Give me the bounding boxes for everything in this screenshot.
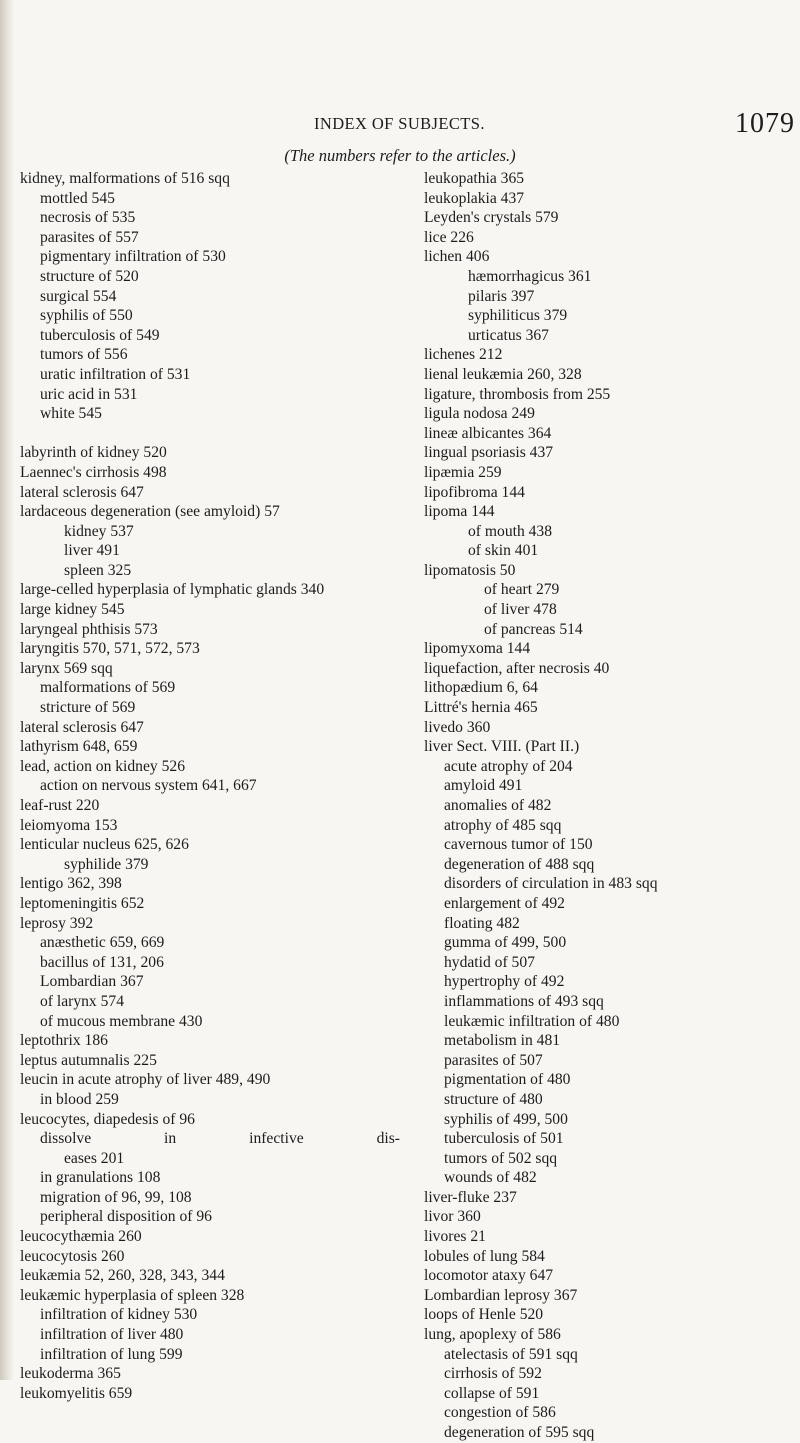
index-column-right [424, 169, 796, 1443]
index-entry: Littré's hernia 465 [424, 699, 538, 717]
index-subentry: structure of 480 [444, 1090, 543, 1108]
index-entry: leprosy 392 [20, 914, 94, 932]
index-subtitle: (The numbers refer to the articles.) [284, 146, 516, 165]
index-subentry: wounds of 482 [444, 1169, 537, 1187]
index-subentry: migration of 96, 99, 108 [40, 1188, 192, 1206]
index-subentry: parasites of 507 [444, 1051, 543, 1069]
index-subentry: leukæmic infiltration of 480 [444, 1012, 620, 1030]
index-entry: leptothrix 186 [20, 1032, 108, 1050]
index-subentry: peripheral disposition of 96 [40, 1208, 212, 1226]
index-subentry: of pancreas 514 [484, 620, 583, 638]
index-entry: liquefaction, after necrosis 40 [424, 659, 610, 677]
index-entry: livedo 360 [424, 718, 491, 736]
index-entry: leaf-rust 220 [20, 797, 100, 814]
index-subentry: syphilis of 499, 500 [444, 1110, 568, 1128]
index-entry: leukomyelitis 659 [20, 1384, 133, 1402]
index-entry: lichen 406 [424, 248, 490, 266]
section-gap [20, 424, 400, 444]
index-subentry: infiltration of kidney 530 [40, 1306, 198, 1324]
index-subentry: cirrhosis of 592 [444, 1365, 542, 1383]
index-entry: leukoderma 365 [20, 1365, 121, 1383]
index-subentry: mottled 545 [40, 189, 115, 207]
index-entry: leptomeningitis 652 [20, 894, 145, 912]
index-subentry: enlargement of 492 [444, 894, 565, 912]
index-subentry: pigmentation of 480 [444, 1071, 571, 1089]
index-subentry: collapse of 591 [444, 1384, 540, 1402]
index-subentry: urticatus 367 [468, 326, 549, 344]
index-subentry: cavernous tumor of 150 [444, 836, 593, 854]
index-entry: leucocythæmia 260 [20, 1228, 142, 1246]
index-subentry: infiltration of liver 480 [40, 1326, 184, 1344]
index-subentry: hæmorrhagicus 361 [468, 267, 592, 285]
index-subentry: of liver 478 [484, 601, 557, 619]
index-entry: liver Sect. VIII. (Part II.) [424, 738, 580, 756]
index-entry: leukæmic hyperplasia of spleen 328 [20, 1286, 245, 1304]
index-entry: laryngeal phthisis 573 [20, 620, 158, 638]
index-entry: lineæ albicantes 364 [424, 424, 552, 442]
index-entry: lipoma 144 [424, 503, 495, 521]
index-entry: lobules of lung 584 [424, 1247, 545, 1265]
page-number: 1079 [735, 108, 795, 139]
index-entry: Laennec's cirrhosis 498 [20, 463, 167, 481]
index-subentry: tumors of 502 sqq [444, 1149, 558, 1167]
index-subentry: stricture of 569 [40, 699, 136, 717]
index-entry: laryngitis 570, 571, 572, 573 [20, 640, 200, 658]
index-subentry: acute atrophy of 204 [444, 757, 573, 775]
index-subentry: anæsthetic 659, 669 [40, 934, 165, 952]
index-entry: lingual psoriasis 437 [424, 444, 554, 462]
index-subentry: dissolve in infective dis- [40, 1130, 400, 1148]
index-subentry: degeneration of 595 sqq [444, 1424, 595, 1441]
index-entry: lithopædium 6, 64 [424, 679, 538, 697]
page-binding-edge [0, 0, 14, 1380]
index-subentry-continuation: eases 201 [64, 1149, 125, 1167]
index-entry: ligature, thrombosis from 255 [424, 385, 611, 403]
index-subentry: in granulations 108 [40, 1169, 161, 1187]
index-subentry: syphiliticus 379 [468, 307, 568, 325]
index-entry: lichenes 212 [424, 346, 503, 364]
index-subentry: malformations of 569 [40, 679, 176, 697]
index-entry: leucocytosis 260 [20, 1247, 125, 1265]
index-entry: lienal leukæmia 260, 328 [424, 365, 582, 383]
index-subentry: of mucous membrane 430 [40, 1012, 203, 1030]
index-subentry: hypertrophy of 492 [444, 973, 565, 991]
index-subentry: of skin 401 [468, 542, 539, 560]
index-subentry: syphilis of 550 [40, 307, 133, 325]
index-entry: kidney, malformations of 516 sqq [20, 170, 230, 187]
index-entry: labyrinth of kidney 520 [20, 444, 167, 462]
running-head: INDEX OF SUBJECTS. [314, 114, 485, 133]
index-subentry: congestion of 586 [444, 1404, 556, 1422]
index-subentry: atelectasis of 591 sqq [444, 1345, 578, 1363]
index-subentry: tuberculosis of 501 [444, 1130, 564, 1148]
index-subentry: anomalies of 482 [444, 797, 552, 814]
index-entry: lipæmia 259 [424, 463, 502, 481]
index-entry: leukopathia 365 [424, 170, 525, 187]
index-subentry: necrosis of 535 [40, 209, 136, 227]
index-entry: ligula nodosa 249 [424, 405, 535, 423]
index-entry: leptus autumnalis 225 [20, 1051, 157, 1069]
index-subentry: hydatid of 507 [444, 953, 535, 971]
index-entry: lice 226 [424, 228, 474, 246]
index-entry: lung, apoplexy of 586 [424, 1326, 561, 1344]
index-subentry: white 545 [40, 405, 102, 423]
index-entry: leucocytes, diapedesis of 96 [20, 1110, 195, 1128]
index-subentry: kidney 537 [64, 522, 134, 540]
index-entry: lathyrism 648, 659 [20, 738, 138, 756]
index-subentry: floating 482 [444, 914, 520, 932]
index-subentry: of heart 279 [484, 581, 560, 599]
index-subentry: bacillus of 131, 206 [40, 953, 164, 971]
index-subentry: infiltration of lung 599 [40, 1345, 183, 1363]
index-subentry: of larynx 574 [40, 992, 125, 1010]
index-subentry: disorders of circulation in 483 sqq [444, 875, 658, 893]
index-entry: leiomyoma 153 [20, 816, 118, 834]
index-subentry: liver 491 [64, 542, 120, 560]
index-entry: Lombardian leprosy 367 [424, 1286, 578, 1304]
index-entry: loops of Henle 520 [424, 1306, 544, 1324]
index-entry: lardaceous degeneration (see amyloid) 57 [20, 503, 280, 521]
index-entry: locomotor ataxy 647 [424, 1267, 554, 1285]
index-entry: livor 360 [424, 1208, 481, 1226]
index-entry: livores 21 [424, 1228, 486, 1246]
index-entry: lead, action on kidney 526 [20, 757, 185, 775]
index-subentry: uric acid in 531 [40, 385, 138, 403]
index-subentry: uratic infiltration of 531 [40, 365, 191, 383]
index-entry: large kidney 545 [20, 601, 125, 619]
index-subentry: spleen 325 [64, 561, 132, 579]
index-subentry: pilaris 397 [468, 287, 535, 305]
index-subentry: metabolism in 481 [444, 1032, 561, 1050]
index-entry: lentigo 362, 398 [20, 875, 122, 893]
index-entry: lateral sclerosis 647 [20, 718, 144, 736]
index-subentry: surgical 554 [40, 287, 117, 305]
index-entry: leukæmia 52, 260, 328, 343, 344 [20, 1267, 225, 1285]
index-entry: leukoplakia 437 [424, 189, 525, 207]
index-subentry: gumma of 499, 500 [444, 934, 567, 952]
index-entry: lateral sclerosis 647 [20, 483, 144, 501]
index-subentry: action on nervous system 641, 667 [40, 777, 257, 795]
index-entry: larynx 569 sqq [20, 659, 113, 677]
index-subentry: pigmentary infiltration of 530 [40, 248, 226, 266]
index-subentry: amyloid 491 [444, 777, 523, 795]
index-entry: large-celled hyperplasia of lymphatic glands 340 [20, 581, 325, 599]
index-column-left [20, 169, 400, 1403]
index-entry: leucin in acute atrophy of liver 489, 490 [20, 1071, 271, 1089]
index-subentry: of mouth 438 [468, 522, 553, 540]
index-entry: Leyden's crystals 579 [424, 209, 559, 227]
index-entry: lipofibroma 144 [424, 483, 525, 501]
index-entry: lipomyxoma 144 [424, 640, 531, 658]
index-subentry: syphilide 379 [64, 855, 149, 873]
index-subentry: Lombardian 367 [40, 973, 144, 991]
index-subentry: tumors of 556 [40, 346, 128, 364]
index-subentry: structure of 520 [40, 267, 139, 285]
index-subentry: atrophy of 485 sqq [444, 816, 562, 834]
index-subentry: in blood 259 [40, 1090, 119, 1108]
index-entry: lipomatosis 50 [424, 561, 516, 579]
index-subentry: inflammations of 493 sqq [444, 992, 604, 1010]
index-subentry: parasites of 557 [40, 228, 139, 246]
page-header [0, 108, 800, 142]
index-entry: lenticular nucleus 625, 626 [20, 836, 189, 854]
index-subentry: tuberculosis of 549 [40, 326, 160, 344]
index-subentry: degeneration of 488 sqq [444, 855, 595, 873]
index-entry: liver-fluke 237 [424, 1188, 517, 1206]
